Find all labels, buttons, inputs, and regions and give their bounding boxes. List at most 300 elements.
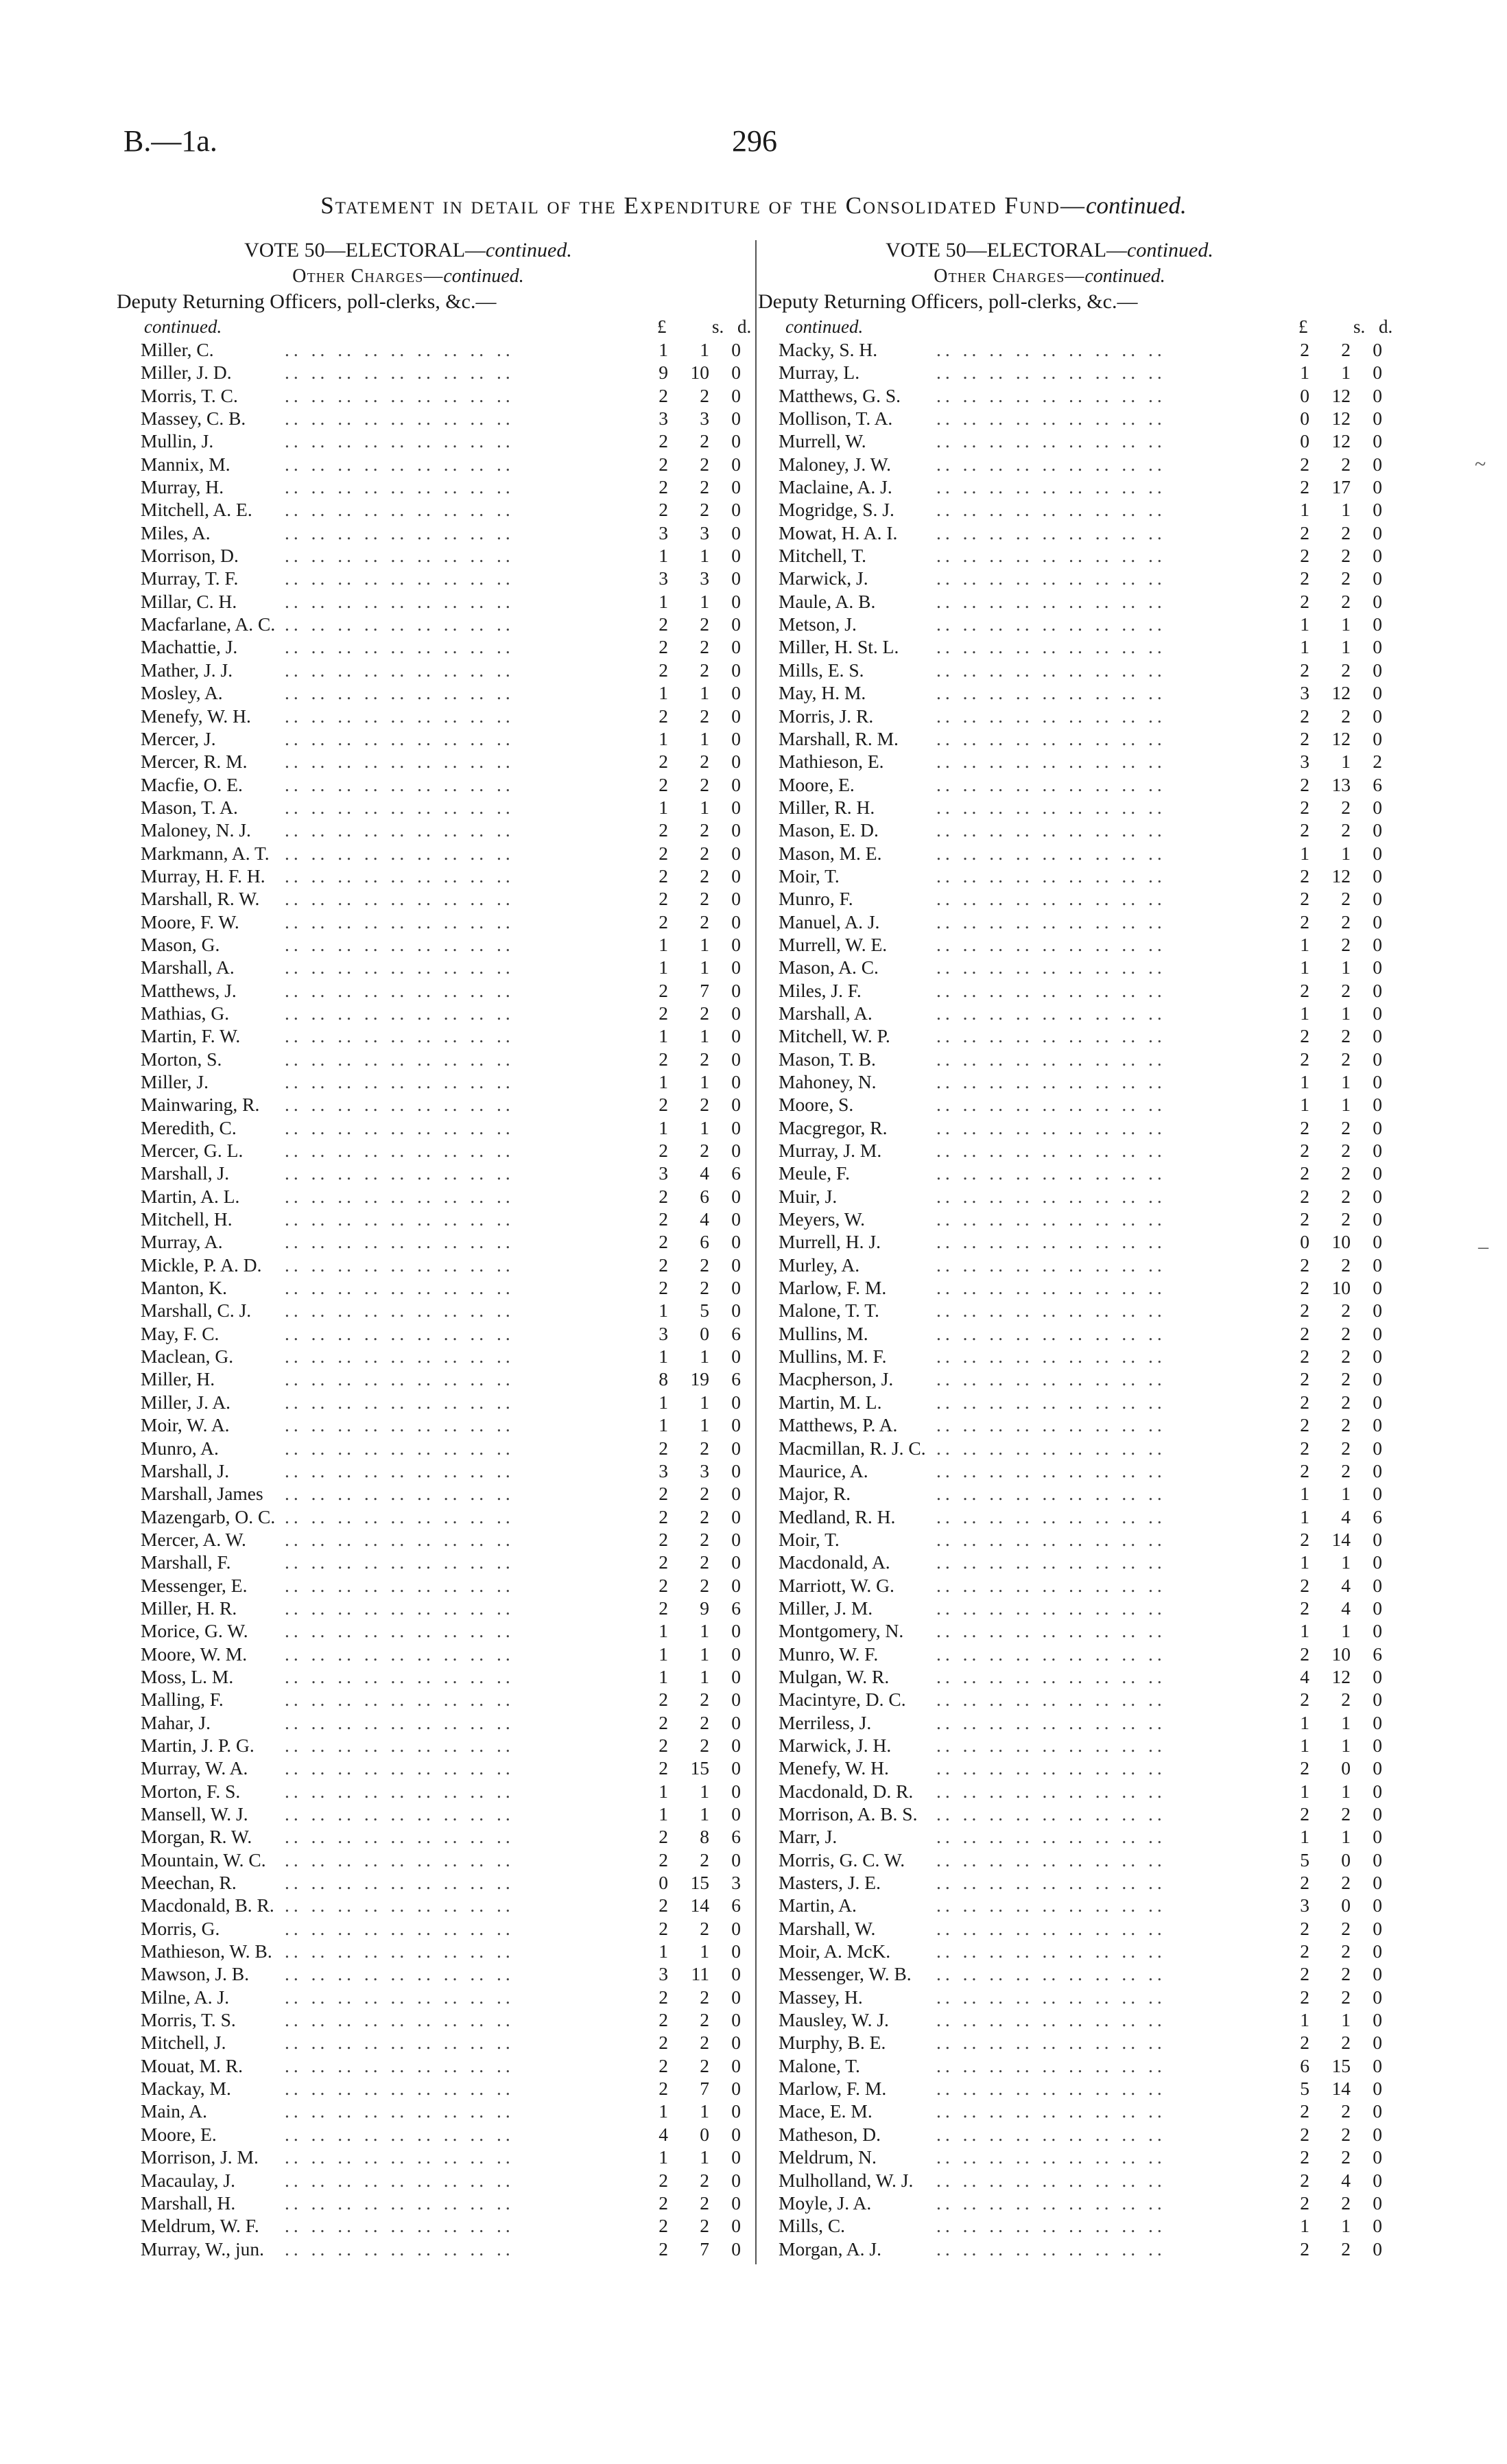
payee-name: Marshall, J. <box>141 1459 230 1481</box>
table-row <box>758 1208 1382 1230</box>
payee-name: Moss, L. M. <box>141 1665 234 1687</box>
amount-pence: 0 <box>1373 1300 1382 1322</box>
amount-pounds: 3 <box>1300 751 1309 773</box>
payee-name: Murray, J. M. <box>779 1140 882 1162</box>
amount-pence: 0 <box>731 430 741 452</box>
leader-dots: .. .. .. .. .. .. .. .. .. <box>285 1597 514 1619</box>
table-row <box>117 1574 741 1597</box>
amount-shillings: 10 <box>1331 1231 1351 1253</box>
payee-name: Morrison, A. B. S. <box>779 1803 918 1824</box>
leader-dots: .. .. .. .. .. .. .. .. .. <box>936 1322 1166 1344</box>
payee-name: Macgregor, R. <box>779 1116 888 1138</box>
table-row <box>117 476 741 498</box>
amount-pounds: 2 <box>658 1528 668 1550</box>
amount-pounds: 1 <box>1300 1551 1309 1573</box>
payee-name: Marshall, H. <box>141 2192 236 2214</box>
amount-pence: 0 <box>731 1986 741 2008</box>
amount-shillings: 1 <box>1341 636 1351 658</box>
table-row <box>117 1734 741 1757</box>
amount-pence: 0 <box>1373 567 1382 589</box>
leader-dots: .. .. .. .. .. .. .. .. .. <box>936 1940 1166 1962</box>
amount-shillings: 2 <box>700 2032 709 2054</box>
table-row <box>117 2077 741 2100</box>
subhead-continued: continued. <box>785 316 864 337</box>
leader-dots: .. .. .. .. .. .. .. .. .. <box>285 2054 514 2076</box>
amount-pence: 0 <box>731 2032 741 2054</box>
leader-dots: .. .. .. .. .. .. .. .. .. <box>285 2169 514 2191</box>
amount-pounds: 2 <box>658 2054 668 2076</box>
amount-pounds: 3 <box>658 1459 668 1481</box>
amount-pence: 0 <box>1373 1597 1382 1619</box>
amount-pence: 0 <box>1373 1116 1382 1138</box>
payee-name: Maurice, A. <box>779 1459 868 1481</box>
amount-pence: 0 <box>1373 1803 1382 1824</box>
amount-pounds: 1 <box>658 339 668 360</box>
amount-pounds: 2 <box>658 613 668 635</box>
leader-dots: .. .. .. .. .. .. .. .. .. <box>936 1757 1166 1779</box>
leader-dots: .. .. .. .. .. .. .. .. .. <box>936 1826 1166 1848</box>
amount-pounds: 2 <box>1300 1528 1309 1550</box>
leader-dots: .. .. .. .. .. .. .. .. .. <box>285 430 514 452</box>
table-row <box>117 1505 741 1528</box>
amount-pence: 0 <box>1373 1849 1382 1870</box>
vote-heading-continued: continued. <box>1127 239 1213 261</box>
amount-pence: 6 <box>731 1894 741 1916</box>
table-row <box>758 1413 1382 1436</box>
amount-pounds: 1 <box>658 1116 668 1138</box>
payee-name: Morris, J. R. <box>779 705 874 727</box>
payee-name: Markmann, A. T. <box>141 842 270 864</box>
table-row <box>117 1940 741 1962</box>
payee-name: Murray, H. F. H. <box>141 865 265 887</box>
table-row <box>117 453 741 476</box>
amount-pence: 6 <box>1373 1505 1382 1527</box>
table-row <box>117 1619 741 1642</box>
amount-shillings: 7 <box>700 2078 709 2100</box>
payee-name: Milne, A. J. <box>141 1986 230 2008</box>
leader-dots: .. .. .. .. .. .. .. .. .. <box>285 1963 514 1985</box>
amount-pounds: 1 <box>658 590 668 612</box>
amount-pence: 0 <box>731 842 741 864</box>
payee-name: Murrell, W. E. <box>779 933 888 955</box>
amount-pence: 0 <box>731 1665 741 1687</box>
amount-pence: 6 <box>731 1162 741 1184</box>
other-charges-continued: continued. <box>443 266 524 287</box>
table-row <box>117 361 741 384</box>
table-row <box>758 1230 1382 1253</box>
amount-pounds: 2 <box>1300 1208 1309 1230</box>
amount-shillings: 2 <box>1341 796 1351 818</box>
table-row <box>758 2100 1382 2122</box>
payee-name: Marwick, J. <box>779 567 868 589</box>
leader-dots: .. .. .. .. .. .. .. .. .. <box>936 1803 1166 1824</box>
leader-dots: .. .. .. .. .. .. .. .. .. <box>285 727 514 749</box>
amount-pounds: 1 <box>1300 362 1309 384</box>
table-row <box>117 567 741 589</box>
amount-pounds: 2 <box>658 499 668 521</box>
amount-pounds: 1 <box>1300 1780 1309 1802</box>
payee-name: Macintyre, D. C. <box>779 1689 906 1711</box>
leader-dots: .. .. .. .. .. .. .. .. .. <box>285 1231 514 1253</box>
payee-name: Mathieson, W. B. <box>141 1940 272 1962</box>
amount-pence: 0 <box>1373 682 1382 704</box>
payee-name: Mulgan, W. R. <box>779 1665 890 1687</box>
amount-shillings: 10 <box>690 362 709 384</box>
amount-pounds: 2 <box>658 819 668 841</box>
table-row <box>758 1437 1382 1459</box>
amount-pence: 0 <box>731 911 741 932</box>
table-row <box>758 2008 1382 2031</box>
amount-shillings: 2 <box>1341 2238 1351 2260</box>
payee-name: Mickle, P. A. D. <box>141 1254 262 1276</box>
table-row <box>117 1368 741 1390</box>
table-row <box>117 1230 741 1253</box>
vote-heading-text: VOTE 50—ELECTORAL— <box>244 239 486 261</box>
amount-shillings: 6 <box>700 1185 709 1207</box>
leader-dots: .. .. .. .. .. .. .. .. .. <box>936 499 1166 521</box>
leader-dots: .. .. .. .. .. .. .. .. .. <box>285 1620 514 1642</box>
payee-name: Martin, M. L. <box>779 1391 882 1413</box>
amount-pence: 0 <box>1373 842 1382 864</box>
amount-shillings: 1 <box>1341 362 1351 384</box>
table-row <box>758 1254 1382 1276</box>
amount-pence: 0 <box>1373 2032 1382 2054</box>
table-row <box>117 1322 741 1345</box>
table-row <box>117 1871 741 1894</box>
payee-name: Marshall, C. J. <box>141 1300 252 1322</box>
table-row <box>117 1048 741 1070</box>
amount-pence: 0 <box>1373 1231 1382 1253</box>
statement-heading <box>0 192 1507 220</box>
leader-dots: .. .. .. .. .. .. .. .. .. <box>936 1071 1166 1092</box>
table-row <box>758 1551 1382 1573</box>
amount-pence: 6 <box>731 1322 741 1344</box>
amount-shillings: 2 <box>1341 1986 1351 2008</box>
leader-dots: .. .. .. .. .. .. .. .. .. <box>285 545 514 567</box>
amount-pence: 0 <box>1373 2123 1382 2145</box>
amount-pounds: 6 <box>1300 2054 1309 2076</box>
amount-shillings: 10 <box>1331 1277 1351 1299</box>
amount-shillings: 2 <box>700 430 709 452</box>
payee-name: Miller, J. A. <box>141 1391 231 1413</box>
amount-shillings: 1 <box>1341 1620 1351 1642</box>
leader-dots: .. .. .. .. .. .. .. .. .. <box>936 2215 1166 2237</box>
amount-pence: 0 <box>1373 2146 1382 2168</box>
amount-shillings: 2 <box>700 636 709 658</box>
table-row <box>758 727 1382 750</box>
table-row <box>758 407 1382 430</box>
payee-name: Merriless, J. <box>779 1711 872 1733</box>
payee-name: Mason, T. A. <box>141 796 238 818</box>
amount-pounds: 3 <box>658 1162 668 1184</box>
table-row <box>117 705 741 727</box>
table-row <box>117 2054 741 2077</box>
leader-dots: .. .. .. .. .. .. .. .. .. <box>285 888 514 910</box>
table-row <box>117 1482 741 1505</box>
table-row <box>117 933 741 956</box>
amount-pounds: 2 <box>1300 1917 1309 1939</box>
payee-name: Murray, L. <box>779 362 860 384</box>
amount-pence: 0 <box>1373 1368 1382 1390</box>
amount-pounds: 3 <box>658 521 668 543</box>
table-row <box>117 1643 741 1665</box>
leader-dots: .. .. .. .. .. .. .. .. .. <box>285 1346 514 1368</box>
payee-name: Murray, W. A. <box>141 1757 248 1779</box>
amount-pounds: 5 <box>1300 2078 1309 2100</box>
table-row <box>758 956 1382 978</box>
leader-dots: .. .. .. .. .. .. .. .. .. <box>285 705 514 727</box>
table-row <box>117 1962 741 1985</box>
leader-dots: .. .. .. .. .. .. .. .. .. <box>285 384 514 406</box>
amount-pence: 0 <box>731 521 741 543</box>
leader-dots: .. .. .. .. .. .. .. .. .. <box>936 1459 1166 1481</box>
table-row <box>117 1825 741 1848</box>
amount-pence: 0 <box>731 1711 741 1733</box>
amount-shillings: 1 <box>1341 1071 1351 1092</box>
leader-dots: .. .. .. .. .. .. .. .. .. <box>285 1917 514 1939</box>
amount-pounds: 1 <box>1300 1094 1309 1116</box>
table-row <box>758 1024 1382 1047</box>
amount-pounds: 2 <box>1300 819 1309 841</box>
leader-dots: .. .. .. .. .. .. .. .. .. <box>285 1872 514 1894</box>
amount-pence: 0 <box>731 1414 741 1436</box>
amount-shillings: 1 <box>700 796 709 818</box>
table-row <box>117 338 741 361</box>
table-row <box>117 1185 741 1208</box>
amount-pounds: 1 <box>658 1025 668 1047</box>
amount-pounds: 2 <box>1300 2146 1309 2168</box>
amount-pounds: 1 <box>658 1300 668 1322</box>
amount-pounds: 2 <box>1300 2100 1309 2122</box>
subhead-continued: continued. <box>144 316 222 337</box>
leader-dots: .. .. .. .. .. .. .. .. .. <box>936 1917 1166 1939</box>
table-row <box>758 1597 1382 1619</box>
amount-pence: 0 <box>1373 2078 1382 2100</box>
table-row <box>117 2169 741 2192</box>
amount-pence: 0 <box>731 590 741 612</box>
amount-pounds: 3 <box>1300 682 1309 704</box>
amount-shillings: 2 <box>1341 2146 1351 2168</box>
table-row <box>758 1368 1382 1390</box>
table-row <box>117 1276 741 1299</box>
amount-pence: 0 <box>731 1185 741 1207</box>
payee-name: Mahar, J. <box>141 1711 211 1733</box>
payee-name: Mansell, W. J. <box>141 1803 248 1824</box>
amount-pounds: 1 <box>1300 499 1309 521</box>
amount-pounds: 1 <box>1300 2215 1309 2237</box>
amount-pounds: 0 <box>1300 408 1309 430</box>
payee-name: Maloney, J. W. <box>779 453 891 475</box>
amount-pence: 0 <box>1373 1689 1382 1711</box>
payee-name: Mitchell, A. E. <box>141 499 252 521</box>
amount-shillings: 1 <box>700 1391 709 1413</box>
table-row <box>117 681 741 704</box>
leader-dots: .. .. .. .. .. .. .. .. .. <box>936 2054 1166 2076</box>
payee-name: Mountain, W. C. <box>141 1849 266 1870</box>
payee-name: Mitchell, H. <box>141 1208 233 1230</box>
table-row <box>758 1116 1382 1139</box>
amount-shillings: 2 <box>1341 1459 1351 1481</box>
amount-pence: 0 <box>731 1757 741 1779</box>
table-row <box>117 430 741 452</box>
amount-pence: 0 <box>1373 819 1382 841</box>
payee-name: Mathieson, E. <box>779 751 884 773</box>
amount-shillings: 1 <box>700 1803 709 1824</box>
amount-pounds: 2 <box>658 751 668 773</box>
amount-pounds: 2 <box>658 865 668 887</box>
table-row <box>758 681 1382 704</box>
amount-shillings: 3 <box>700 408 709 430</box>
payee-name: Mulholland, W. J. <box>779 2169 914 2191</box>
leader-dots: .. .. .. .. .. .. .. .. .. <box>936 933 1166 955</box>
amount-pounds: 2 <box>1300 1277 1309 1299</box>
amount-shillings: 2 <box>1341 1414 1351 1436</box>
amount-pounds: 1 <box>1300 2009 1309 2031</box>
table-row <box>117 773 741 796</box>
leader-dots: .. .. .. .. .. .. .. .. .. <box>936 865 1166 887</box>
payee-name: Mace, E. M. <box>779 2100 873 2122</box>
statement-heading-text: Statement in detail of the Expenditure of the Consolidated Fund— <box>320 192 1086 219</box>
table-row <box>117 498 741 521</box>
amount-pence: 0 <box>731 2054 741 2076</box>
table-row <box>117 979 741 1002</box>
amount-pounds: 2 <box>658 1094 668 1116</box>
payee-name: Mainwaring, R. <box>141 1094 260 1116</box>
amount-shillings: 2 <box>1341 1391 1351 1413</box>
amount-pence: 0 <box>1373 2169 1382 2191</box>
amount-pence: 0 <box>1373 1254 1382 1276</box>
payee-name: Miles, A. <box>141 521 211 543</box>
amount-shillings: 0 <box>1341 1894 1351 1916</box>
payee-name: Mercer, J. <box>141 727 216 749</box>
amount-pounds: 2 <box>1300 567 1309 589</box>
leader-dots: .. .. .. .. .. .. .. .. .. <box>936 362 1166 384</box>
amount-shillings: 1 <box>1341 499 1351 521</box>
leader-dots: .. .. .. .. .. .. .. .. .. <box>936 430 1166 452</box>
payee-name: Macdonald, D. R. <box>779 1780 914 1802</box>
leader-dots: .. .. .. .. .. .. .. .. .. <box>285 1025 514 1047</box>
amount-pounds: 2 <box>1300 705 1309 727</box>
amount-shillings: 2 <box>700 842 709 864</box>
table-row <box>758 2169 1382 2192</box>
table-row <box>758 1459 1382 1482</box>
table-row <box>117 2146 741 2168</box>
amount-pence: 0 <box>731 1391 741 1413</box>
leader-dots: .. .. .. .. .. .. .. .. .. <box>936 453 1166 475</box>
amount-pence: 0 <box>1373 2009 1382 2031</box>
table-row <box>758 1322 1382 1345</box>
table-row <box>758 1894 1382 1916</box>
table-row <box>758 796 1382 819</box>
amount-shillings: 2 <box>700 1574 709 1596</box>
payee-name: Mannix, M. <box>141 453 230 475</box>
leader-dots: .. .. .. .. .. .. .. .. .. <box>936 1986 1166 2008</box>
amount-pounds: 2 <box>1300 1162 1309 1184</box>
leader-dots: .. .. .. .. .. .. .. .. .. <box>936 1689 1166 1711</box>
pence-header: d. <box>1379 316 1393 337</box>
table-row <box>758 750 1382 773</box>
leader-dots: .. .. .. .. .. .. .. .. .. <box>285 2009 514 2031</box>
amount-shillings: 1 <box>700 2100 709 2122</box>
amount-pounds: 1 <box>1300 1505 1309 1527</box>
table-row <box>117 384 741 407</box>
leader-dots: .. .. .. .. .. .. .. .. .. <box>936 1277 1166 1299</box>
payee-name: Moore, S. <box>779 1094 854 1116</box>
payee-name: Miles, J. F. <box>779 979 862 1001</box>
payee-name: Mackay, M. <box>141 2078 231 2100</box>
amount-shillings: 13 <box>1331 773 1351 795</box>
payee-name: Morrison, D. <box>141 545 239 567</box>
amount-shillings: 2 <box>1341 705 1351 727</box>
amount-pounds: 2 <box>1300 521 1309 543</box>
table-row <box>117 1849 741 1871</box>
amount-pounds: 2 <box>1300 2169 1309 2191</box>
leader-dots: .. .. .. .. .. .. .. .. .. <box>285 682 514 704</box>
payee-name: Macfarlane, A. C. <box>141 613 276 635</box>
leader-dots: .. .. .. .. .. .. .. .. .. <box>285 1048 514 1070</box>
leader-dots: .. .. .. .. .. .. .. .. .. <box>285 1185 514 1207</box>
leader-dots: .. .. .. .. .. .. .. .. .. <box>285 1300 514 1322</box>
payee-name: Mason, T. B. <box>779 1048 876 1070</box>
amount-shillings: 11 <box>691 1963 709 1985</box>
amount-shillings: 2 <box>1341 979 1351 1001</box>
amount-pence: 0 <box>731 865 741 887</box>
amount-pence: 0 <box>1373 705 1382 727</box>
amount-pence: 0 <box>1373 1917 1382 1939</box>
amount-pence: 0 <box>731 545 741 567</box>
payee-name: Murrell, H. J. <box>779 1231 881 1253</box>
amount-pounds: 2 <box>1300 1140 1309 1162</box>
amount-shillings: 4 <box>1341 1597 1351 1619</box>
amount-pounds: 2 <box>658 1597 668 1619</box>
amount-pounds: 2 <box>658 911 668 932</box>
payee-name: Marriott, W. G. <box>779 1574 894 1596</box>
leader-dots: .. .. .. .. .. .. .. .. .. <box>285 1986 514 2008</box>
amount-pounds: 2 <box>1300 453 1309 475</box>
amount-shillings: 1 <box>700 339 709 360</box>
amount-shillings: 12 <box>1331 408 1351 430</box>
amount-pounds: 2 <box>658 1185 668 1207</box>
leader-dots: .. .. .. .. .. .. .. .. .. <box>285 2100 514 2122</box>
amount-pence: 0 <box>1373 1437 1382 1459</box>
table-row <box>117 796 741 819</box>
payee-name: Mills, E. S. <box>779 659 864 681</box>
table-row <box>758 1849 1382 1871</box>
table-row <box>117 1345 741 1368</box>
payee-name: Marlow, F. M. <box>779 1277 887 1299</box>
amount-shillings: 1 <box>700 1620 709 1642</box>
leader-dots: .. .. .. .. .. .. .. .. .. <box>285 521 514 543</box>
amount-pence: 0 <box>1373 1711 1382 1733</box>
amount-shillings: 2 <box>1341 2192 1351 2214</box>
amount-pounds: 2 <box>1300 659 1309 681</box>
leader-dots: .. .. .. .. .. .. .. .. .. <box>936 796 1166 818</box>
leader-dots: .. .. .. .. .. .. .. .. .. <box>936 2123 1166 2145</box>
payee-name: Murray, T. F. <box>141 567 239 589</box>
payee-name: Moore, F. W. <box>141 911 239 932</box>
payee-name: Morrison, J. M. <box>141 2146 259 2168</box>
amount-shillings: 2 <box>700 476 709 498</box>
amount-pence: 0 <box>731 1025 741 1047</box>
leader-dots: .. .. .. .. .. .. .. .. .. <box>285 1643 514 1665</box>
amount-shillings: 2 <box>1341 1437 1351 1459</box>
other-charges-text: Other Charges— <box>292 266 444 287</box>
amount-shillings: 2 <box>700 1986 709 2008</box>
table-row <box>758 1619 1382 1642</box>
amount-shillings: 1 <box>700 545 709 567</box>
leader-dots: .. .. .. .. .. .. .. .. .. <box>285 842 514 864</box>
amount-pence: 0 <box>731 705 741 727</box>
